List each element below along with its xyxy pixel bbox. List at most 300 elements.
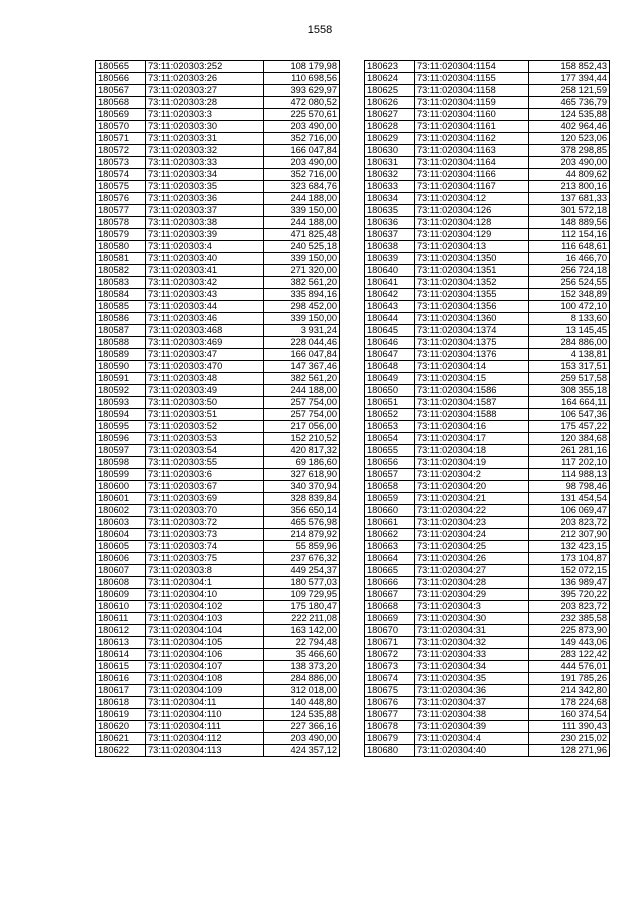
table-row <box>365 505 610 517</box>
cadastral-number-cell: 73:11:020304:20 <box>415 481 529 493</box>
cadastral-number-cell: 73:11:020303:26 <box>146 73 264 85</box>
row-number-cell: 180611 <box>96 613 146 625</box>
table-row <box>96 253 340 265</box>
table-row <box>96 229 340 241</box>
row-number-cell: 180659 <box>365 493 415 505</box>
row-number-cell: 180662 <box>365 529 415 541</box>
table-row <box>96 685 340 697</box>
value-cell: 222 211,08 <box>264 613 340 625</box>
row-number-cell: 180612 <box>96 625 146 637</box>
cadastral-number-cell: 73:11:020303:4 <box>146 241 264 253</box>
cadastral-number-cell: 73:11:020304:1164 <box>415 157 529 169</box>
table-row <box>96 541 340 553</box>
cadastral-number-cell: 73:11:020303:27 <box>146 85 264 97</box>
cadastral-number-cell: 73:11:020304:1376 <box>415 349 529 361</box>
cadastral-number-cell: 73:11:020304:31 <box>415 625 529 637</box>
value-cell: 4 138,81 <box>529 349 610 361</box>
cadastral-number-cell: 73:11:020304:1162 <box>415 133 529 145</box>
cadastral-number-cell: 73:11:020304:18 <box>415 445 529 457</box>
cadastral-number-cell: 73:11:020304:107 <box>146 661 264 673</box>
table-row <box>96 121 340 133</box>
row-number-cell: 180610 <box>96 601 146 613</box>
table-row <box>96 709 340 721</box>
row-number-cell: 180646 <box>365 337 415 349</box>
value-cell: 106 547,36 <box>529 409 610 421</box>
value-cell: 22 794,48 <box>264 637 340 649</box>
value-cell: 166 047,84 <box>264 145 340 157</box>
row-number-cell: 180641 <box>365 277 415 289</box>
cadastral-number-cell: 73:11:020303:35 <box>146 181 264 193</box>
value-cell: 352 716,00 <box>264 133 340 145</box>
table-row <box>365 541 610 553</box>
row-number-cell: 180592 <box>96 385 146 397</box>
cadastral-number-cell: 73:11:020303:31 <box>146 133 264 145</box>
value-cell: 120 384,68 <box>529 433 610 445</box>
value-cell: 203 490,00 <box>529 157 610 169</box>
row-number-cell: 180645 <box>365 325 415 337</box>
cadastral-number-cell: 73:11:020304:112 <box>146 733 264 745</box>
table-row <box>365 205 610 217</box>
value-cell: 393 629,97 <box>264 85 340 97</box>
cadastral-number-cell: 73:11:020304:1351 <box>415 265 529 277</box>
value-cell: 203 490,00 <box>264 157 340 169</box>
right-register-table <box>364 60 610 757</box>
value-cell: 152 348,89 <box>529 289 610 301</box>
value-cell: 124 535,88 <box>264 709 340 721</box>
cadastral-number-cell: 73:11:020303:40 <box>146 253 264 265</box>
row-number-cell: 180599 <box>96 469 146 481</box>
cadastral-number-cell: 73:11:020303:468 <box>146 325 264 337</box>
value-cell: 335 894,16 <box>264 289 340 301</box>
value-cell: 128 271,96 <box>529 745 610 757</box>
value-cell: 240 525,18 <box>264 241 340 253</box>
cadastral-number-cell: 73:11:020304:128 <box>415 217 529 229</box>
value-cell: 120 523,06 <box>529 133 610 145</box>
value-cell: 301 572,18 <box>529 205 610 217</box>
left-register-table <box>95 60 340 757</box>
table-row <box>96 589 340 601</box>
row-number-cell: 180649 <box>365 373 415 385</box>
value-cell: 164 664,11 <box>529 397 610 409</box>
table-row <box>96 733 340 745</box>
value-cell: 116 648,61 <box>529 241 610 253</box>
row-number-cell: 180584 <box>96 289 146 301</box>
cadastral-number-cell: 73:11:020304:1587 <box>415 397 529 409</box>
value-cell: 158 852,43 <box>529 61 610 73</box>
table-row <box>96 157 340 169</box>
value-cell: 237 676,32 <box>264 553 340 565</box>
row-number-cell: 180623 <box>365 61 415 73</box>
cadastral-number-cell: 73:11:020303:54 <box>146 445 264 457</box>
value-cell: 256 724,18 <box>529 265 610 277</box>
row-number-cell: 180619 <box>96 709 146 721</box>
cadastral-number-cell: 73:11:020304:4 <box>415 733 529 745</box>
value-cell: 308 355,18 <box>529 385 610 397</box>
value-cell: 109 729,95 <box>264 589 340 601</box>
value-cell: 152 210,52 <box>264 433 340 445</box>
table-row <box>365 469 610 481</box>
row-number-cell: 180580 <box>96 241 146 253</box>
value-cell: 136 989,47 <box>529 577 610 589</box>
row-number-cell: 180572 <box>96 145 146 157</box>
table-row <box>365 361 610 373</box>
row-number-cell: 180582 <box>96 265 146 277</box>
value-cell: 203 490,00 <box>264 121 340 133</box>
table-row <box>365 169 610 181</box>
cadastral-number-cell: 73:11:020304:12 <box>415 193 529 205</box>
row-number-cell: 180654 <box>365 433 415 445</box>
table-row <box>365 301 610 313</box>
row-number-cell: 180647 <box>365 349 415 361</box>
cadastral-number-cell: 73:11:020304:23 <box>415 517 529 529</box>
cadastral-number-cell: 73:11:020304:1588 <box>415 409 529 421</box>
cadastral-number-cell: 73:11:020303:47 <box>146 349 264 361</box>
value-cell: 323 684,76 <box>264 181 340 193</box>
value-cell: 177 394,44 <box>529 73 610 85</box>
table-row <box>365 217 610 229</box>
value-cell: 465 736,79 <box>529 97 610 109</box>
value-cell: 8 133,60 <box>529 313 610 325</box>
row-number-cell: 180664 <box>365 553 415 565</box>
row-number-cell: 180618 <box>96 697 146 709</box>
value-cell: 147 367,46 <box>264 361 340 373</box>
table-row <box>96 721 340 733</box>
table-row <box>365 613 610 625</box>
cadastral-number-cell: 73:11:020304:25 <box>415 541 529 553</box>
cadastral-number-cell: 73:11:020304:1160 <box>415 109 529 121</box>
table-row <box>365 385 610 397</box>
table-row <box>96 421 340 433</box>
cadastral-number-cell: 73:11:020304:109 <box>146 685 264 697</box>
cadastral-number-cell: 73:11:020303:39 <box>146 229 264 241</box>
table-row <box>365 181 610 193</box>
cadastral-number-cell: 73:11:020304:17 <box>415 433 529 445</box>
cadastral-number-cell: 73:11:020304:1155 <box>415 73 529 85</box>
value-cell: 378 298,85 <box>529 145 610 157</box>
cadastral-number-cell: 73:11:020303:42 <box>146 277 264 289</box>
row-number-cell: 180651 <box>365 397 415 409</box>
value-cell: 225 873,90 <box>529 625 610 637</box>
cadastral-number-cell: 73:11:020303:43 <box>146 289 264 301</box>
table-row <box>96 373 340 385</box>
table-row <box>365 277 610 289</box>
row-number-cell: 180573 <box>96 157 146 169</box>
cadastral-number-cell: 73:11:020303:37 <box>146 205 264 217</box>
row-number-cell: 180657 <box>365 469 415 481</box>
value-cell: 137 681,33 <box>529 193 610 205</box>
row-number-cell: 180678 <box>365 721 415 733</box>
cadastral-number-cell: 73:11:020304:1350 <box>415 253 529 265</box>
table-row <box>96 133 340 145</box>
cadastral-number-cell: 73:11:020304:1375 <box>415 337 529 349</box>
row-number-cell: 180680 <box>365 745 415 757</box>
cadastral-number-cell: 73:11:020304:28 <box>415 577 529 589</box>
table-row <box>96 109 340 121</box>
table-row <box>96 85 340 97</box>
cadastral-number-cell: 73:11:020303:44 <box>146 301 264 313</box>
table-row <box>365 553 610 565</box>
table-row <box>365 721 610 733</box>
cadastral-number-cell: 73:11:020304:36 <box>415 685 529 697</box>
value-cell: 256 524,55 <box>529 277 610 289</box>
row-number-cell: 180588 <box>96 337 146 349</box>
table-row <box>96 205 340 217</box>
row-number-cell: 180633 <box>365 181 415 193</box>
row-number-cell: 180676 <box>365 697 415 709</box>
value-cell: 203 490,00 <box>264 733 340 745</box>
table-row <box>365 589 610 601</box>
row-number-cell: 180671 <box>365 637 415 649</box>
cadastral-number-cell: 73:11:020303:50 <box>146 397 264 409</box>
table-row <box>96 241 340 253</box>
value-cell: 100 472,10 <box>529 301 610 313</box>
cadastral-number-cell: 73:11:020304:16 <box>415 421 529 433</box>
table-row <box>96 697 340 709</box>
row-number-cell: 180677 <box>365 709 415 721</box>
value-cell: 471 825,48 <box>264 229 340 241</box>
row-number-cell: 180575 <box>96 181 146 193</box>
value-cell: 230 215,02 <box>529 733 610 745</box>
table-row <box>365 229 610 241</box>
right-register-body <box>365 61 610 757</box>
value-cell: 227 366,16 <box>264 721 340 733</box>
row-number-cell: 180640 <box>365 265 415 277</box>
row-number-cell: 180673 <box>365 661 415 673</box>
row-number-cell: 180627 <box>365 109 415 121</box>
row-number-cell: 180648 <box>365 361 415 373</box>
table-row <box>365 157 610 169</box>
row-number-cell: 180615 <box>96 661 146 673</box>
row-number-cell: 180583 <box>96 277 146 289</box>
value-cell: 55 859,96 <box>264 541 340 553</box>
cadastral-number-cell: 73:11:020304:1166 <box>415 169 529 181</box>
value-cell: 13 145,45 <box>529 325 610 337</box>
row-number-cell: 180624 <box>365 73 415 85</box>
table-row <box>365 709 610 721</box>
table-row <box>365 61 610 73</box>
cadastral-number-cell: 73:11:020304:13 <box>415 241 529 253</box>
row-number-cell: 180613 <box>96 637 146 649</box>
left-register-body <box>96 61 340 757</box>
value-cell: 148 889,56 <box>529 217 610 229</box>
value-cell: 98 798,46 <box>529 481 610 493</box>
value-cell: 180 577,03 <box>264 577 340 589</box>
value-cell: 258 121,59 <box>529 85 610 97</box>
row-number-cell: 180663 <box>365 541 415 553</box>
value-cell: 175 180,47 <box>264 601 340 613</box>
value-cell: 339 150,00 <box>264 205 340 217</box>
row-number-cell: 180591 <box>96 373 146 385</box>
value-cell: 283 122,42 <box>529 649 610 661</box>
row-number-cell: 180656 <box>365 457 415 469</box>
table-row <box>96 505 340 517</box>
table-row <box>365 697 610 709</box>
table-row <box>365 577 610 589</box>
value-cell: 114 988,13 <box>529 469 610 481</box>
cadastral-number-cell: 73:11:020304:15 <box>415 373 529 385</box>
row-number-cell: 180679 <box>365 733 415 745</box>
cadastral-number-cell: 73:11:020304:113 <box>146 745 264 757</box>
row-number-cell: 180672 <box>365 649 415 661</box>
row-number-cell: 180655 <box>365 445 415 457</box>
value-cell: 340 370,94 <box>264 481 340 493</box>
row-number-cell: 180621 <box>96 733 146 745</box>
row-number-cell: 180665 <box>365 565 415 577</box>
value-cell: 339 150,00 <box>264 313 340 325</box>
row-number-cell: 180660 <box>365 505 415 517</box>
table-row <box>96 397 340 409</box>
value-cell: 312 018,00 <box>264 685 340 697</box>
table-row <box>365 733 610 745</box>
table-row <box>96 301 340 313</box>
table-row <box>365 421 610 433</box>
row-number-cell: 180590 <box>96 361 146 373</box>
row-number-cell: 180650 <box>365 385 415 397</box>
cadastral-number-cell: 73:11:020304:105 <box>146 637 264 649</box>
value-cell: 117 202,10 <box>529 457 610 469</box>
table-row <box>96 493 340 505</box>
row-number-cell: 180598 <box>96 457 146 469</box>
cadastral-number-cell: 73:11:020304:1154 <box>415 61 529 73</box>
cadastral-number-cell: 73:11:020303:74 <box>146 541 264 553</box>
value-cell: 138 373,20 <box>264 661 340 673</box>
value-cell: 3 931,24 <box>264 325 340 337</box>
cadastral-number-cell: 73:11:020304:32 <box>415 637 529 649</box>
value-cell: 178 224,68 <box>529 697 610 709</box>
value-cell: 160 374,54 <box>529 709 610 721</box>
cadastral-number-cell: 73:11:020304:14 <box>415 361 529 373</box>
table-row <box>96 385 340 397</box>
table-row <box>96 433 340 445</box>
value-cell: 163 142,00 <box>264 625 340 637</box>
value-cell: 328 839,84 <box>264 493 340 505</box>
row-number-cell: 180635 <box>365 205 415 217</box>
table-row <box>365 433 610 445</box>
cadastral-number-cell: 73:11:020303:72 <box>146 517 264 529</box>
value-cell: 217 056,00 <box>264 421 340 433</box>
row-number-cell: 180586 <box>96 313 146 325</box>
table-row <box>96 661 340 673</box>
value-cell: 244 188,00 <box>264 217 340 229</box>
value-cell: 112 154,16 <box>529 229 610 241</box>
row-number-cell: 180604 <box>96 529 146 541</box>
cadastral-number-cell: 73:11:020303:75 <box>146 553 264 565</box>
row-number-cell: 180594 <box>96 409 146 421</box>
cadastral-number-cell: 73:11:020303:469 <box>146 337 264 349</box>
cadastral-number-cell: 73:11:020304:37 <box>415 697 529 709</box>
value-cell: 212 307,90 <box>529 529 610 541</box>
row-number-cell: 180585 <box>96 301 146 313</box>
value-cell: 444 576,01 <box>529 661 610 673</box>
table-row <box>365 565 610 577</box>
table-row <box>365 133 610 145</box>
row-number-cell: 180576 <box>96 193 146 205</box>
cadastral-number-cell: 73:11:020304:108 <box>146 673 264 685</box>
row-number-cell: 180578 <box>96 217 146 229</box>
row-number-cell: 180667 <box>365 589 415 601</box>
value-cell: 124 535,88 <box>529 109 610 121</box>
table-row <box>365 325 610 337</box>
cadastral-number-cell: 73:11:020303:67 <box>146 481 264 493</box>
table-row <box>96 601 340 613</box>
row-number-cell: 180630 <box>365 145 415 157</box>
value-cell: 284 886,00 <box>264 673 340 685</box>
row-number-cell: 180577 <box>96 205 146 217</box>
cadastral-number-cell: 73:11:020304:129 <box>415 229 529 241</box>
value-cell: 153 317,51 <box>529 361 610 373</box>
cadastral-number-cell: 73:11:020304:29 <box>415 589 529 601</box>
table-row <box>96 277 340 289</box>
row-number-cell: 180639 <box>365 253 415 265</box>
row-number-cell: 180637 <box>365 229 415 241</box>
table-row <box>365 529 610 541</box>
cadastral-number-cell: 73:11:020304:38 <box>415 709 529 721</box>
table-row <box>365 349 610 361</box>
row-number-cell: 180636 <box>365 217 415 229</box>
table-row <box>96 553 340 565</box>
table-row <box>365 397 610 409</box>
cadastral-number-cell: 73:11:020304:10 <box>146 589 264 601</box>
value-cell: 16 466,70 <box>529 253 610 265</box>
table-row <box>365 109 610 121</box>
table-row <box>96 61 340 73</box>
cadastral-number-cell: 73:11:020303:38 <box>146 217 264 229</box>
table-row <box>365 517 610 529</box>
table-row <box>365 373 610 385</box>
row-number-cell: 180661 <box>365 517 415 529</box>
table-row <box>96 313 340 325</box>
row-number-cell: 180566 <box>96 73 146 85</box>
cadastral-number-cell: 73:11:020304:1163 <box>415 145 529 157</box>
cadastral-number-cell: 73:11:020303:73 <box>146 529 264 541</box>
cadastral-number-cell: 73:11:020304:35 <box>415 673 529 685</box>
table-row <box>96 517 340 529</box>
value-cell: 259 517,58 <box>529 373 610 385</box>
row-number-cell: 180597 <box>96 445 146 457</box>
cadastral-number-cell: 73:11:020303:3 <box>146 109 264 121</box>
cadastral-number-cell: 73:11:020303:70 <box>146 505 264 517</box>
table-row <box>96 193 340 205</box>
value-cell: 44 809,62 <box>529 169 610 181</box>
table-row <box>96 613 340 625</box>
table-row <box>365 601 610 613</box>
cadastral-number-cell: 73:11:020304:106 <box>146 649 264 661</box>
cadastral-number-cell: 73:11:020303:52 <box>146 421 264 433</box>
value-cell: 271 320,00 <box>264 265 340 277</box>
cadastral-number-cell: 73:11:020304:1352 <box>415 277 529 289</box>
row-number-cell: 180579 <box>96 229 146 241</box>
cadastral-number-cell: 73:11:020304:1167 <box>415 181 529 193</box>
table-row <box>365 493 610 505</box>
cadastral-number-cell: 73:11:020303:46 <box>146 313 264 325</box>
value-cell: 203 823,72 <box>529 517 610 529</box>
table-row <box>96 361 340 373</box>
cadastral-number-cell: 73:11:020303:53 <box>146 433 264 445</box>
table-row <box>96 457 340 469</box>
cadastral-number-cell: 73:11:020303:55 <box>146 457 264 469</box>
cadastral-number-cell: 73:11:020304:22 <box>415 505 529 517</box>
cadastral-number-cell: 73:11:020303:33 <box>146 157 264 169</box>
cadastral-number-cell: 73:11:020304:1 <box>146 577 264 589</box>
row-number-cell: 180571 <box>96 133 146 145</box>
row-number-cell: 180675 <box>365 685 415 697</box>
row-number-cell: 180605 <box>96 541 146 553</box>
row-number-cell: 180616 <box>96 673 146 685</box>
cadastral-number-cell: 73:11:020303:6 <box>146 469 264 481</box>
table-row <box>365 265 610 277</box>
cadastral-number-cell: 73:11:020304:102 <box>146 601 264 613</box>
table-row <box>365 409 610 421</box>
